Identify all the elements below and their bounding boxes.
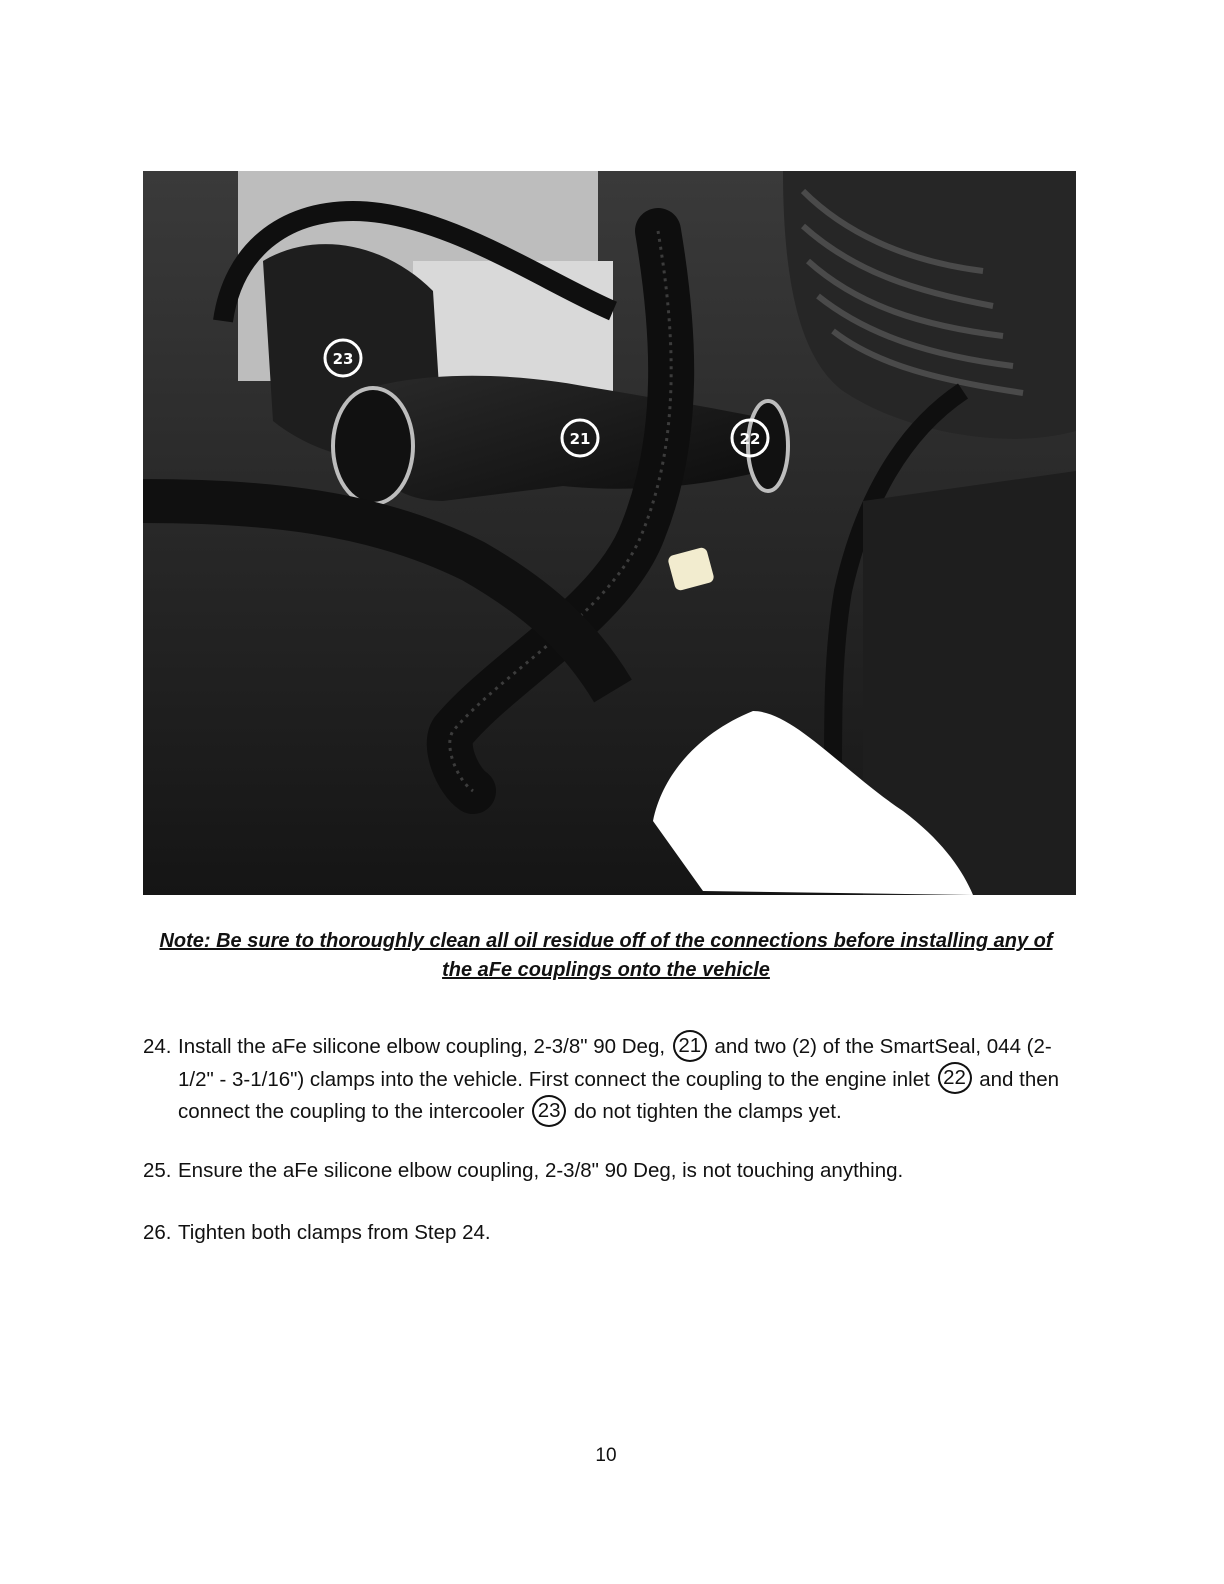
callout-ref-23: 23 [532, 1095, 566, 1127]
step-number: 24. [143, 1035, 172, 1058]
step-number: 26. [143, 1221, 172, 1244]
step-text-segment: and two (2) of the SmartSeal, 044 (2-1/2" - 3-1/16") clamps into the vehicle. First connect the coupling to the engine inlet [178, 1035, 1052, 1091]
step-26 [143, 1217, 1073, 1248]
step-text-segment: Install the aFe silicone elbow coupling, 2-3/8" 90 Deg, [178, 1035, 666, 1058]
step-number: 25. [143, 1159, 172, 1182]
callout-ref-22: 22 [938, 1062, 972, 1094]
engine-bay-illustration [143, 171, 1076, 895]
callout-ref-21: 21 [673, 1030, 707, 1062]
step-text: Tighten both clamps from Step 24. [178, 1221, 491, 1244]
photo-callout-22-label: 22 [739, 430, 761, 448]
step-text-segment: and then connect the coupling to the intercooler [178, 1067, 1060, 1124]
step-text [178, 1031, 1073, 1129]
step-25 [143, 1155, 1073, 1186]
note-line-2: the aFe couplings onto the vehicle [442, 959, 770, 981]
cleaning-note [143, 927, 1069, 985]
step-24 [143, 1031, 1073, 1129]
page-number: 10 [595, 1445, 617, 1466]
photo-callout-21-label: 21 [569, 430, 591, 448]
photo-callout-23-label: 23 [332, 350, 354, 368]
step-text-segment: do not tighten the clamps yet. [573, 1100, 842, 1124]
note-line-1: Note: Be sure to thoroughly clean all oil residue off of the connections before installing any of [159, 930, 1053, 952]
step-text: Ensure the aFe silicone elbow coupling, 2-3/8" 90 Deg, is not touching anything. [178, 1159, 904, 1182]
engine-bay-photo [143, 171, 1076, 895]
